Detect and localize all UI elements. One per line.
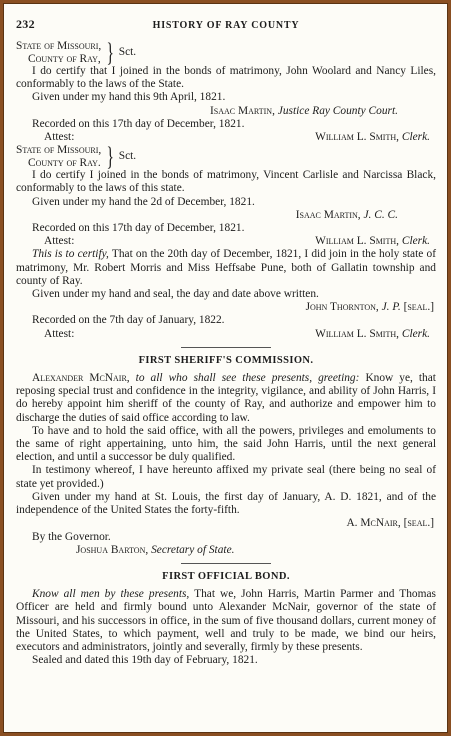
seal-mark: [seal.] bbox=[403, 517, 434, 530]
signer-line bbox=[16, 301, 436, 314]
marriage-certificate-3 bbox=[16, 248, 436, 340]
attest-line bbox=[16, 328, 436, 341]
given-line: Given under my hand this 9th April, 1821. bbox=[32, 91, 226, 104]
certificate-body bbox=[16, 248, 436, 288]
attest-line bbox=[16, 131, 436, 144]
commission-opening bbox=[16, 372, 436, 425]
attest-label: Attest: bbox=[44, 131, 75, 144]
clerk-title: Clerk. bbox=[401, 131, 430, 144]
secretary-title: Secretary of State. bbox=[151, 543, 235, 556]
certify-lead: This is to certify, bbox=[32, 248, 109, 261]
commission-heading: FIRST SHERIFF'S COMMISSION. bbox=[138, 354, 314, 366]
governor-name: Alexander McNair, bbox=[32, 372, 130, 385]
bond-text: That we, John Harris, Martin Parmer and Thomas Officer are held and firmly bound unto Alexander McNair, governor of the state of Missouri, and his successors in office, in the sum of five thousand dollars, current money of the United States, to which payment, well and truly to be made, we bind our heirs, executors and administrators, jointly and severally, firmly by these presents. bbox=[16, 588, 436, 653]
attest-label: Attest: bbox=[44, 235, 75, 248]
signer-line bbox=[16, 209, 436, 222]
signer-name: Isaac Martin, bbox=[295, 208, 361, 221]
running-title: HISTORY OF RAY COUNTY bbox=[152, 20, 300, 31]
bond-heading: FIRST OFFICIAL BOND. bbox=[162, 570, 290, 582]
brace-glyph: } bbox=[106, 141, 115, 171]
commission-p3: In testimony whereof, I have hereunto affixed my private seal (there being no seal of state yet provided.) bbox=[16, 464, 436, 490]
recorded-line: Recorded on this 17th day of December, 1821. bbox=[32, 117, 245, 130]
certificate-body: I do certify that I joined in the bonds of matrimony, John Woolard and Nancy Liles, conformably to the laws of the State. bbox=[16, 65, 436, 91]
attest-label: Attest: bbox=[44, 327, 75, 340]
seal-mark: [seal.] bbox=[403, 301, 434, 314]
signer-line bbox=[16, 105, 436, 118]
attest-line bbox=[16, 235, 436, 248]
commission-p4: Given under my hand at St. Louis, the first day of January, A. D. 1821, and of the independence of the United States the forty-fifth. bbox=[16, 490, 436, 517]
sealed-line: Sealed and dated this 19th day of February, 1821. bbox=[32, 654, 258, 667]
sct-label: Sct. bbox=[118, 45, 137, 58]
official-bond bbox=[16, 570, 436, 667]
clerk-name: William L. Smith, bbox=[315, 327, 399, 340]
commission-p1: Know ye, that reposing special trust and confidence in the integrity, vigilance, and ability of John Harris, I do hereby appoint him sheriff of the county of Ray, and authorize and empower him to discharge the duties of said office according to law. bbox=[16, 372, 436, 424]
signer-title: J. C. C. bbox=[363, 208, 398, 221]
bond-body bbox=[16, 588, 436, 654]
page-number: 232 bbox=[16, 17, 35, 31]
page-header bbox=[16, 12, 436, 40]
venue-state: State of Missouri, bbox=[16, 40, 102, 52]
signer-title: Justice Ray County Court. bbox=[277, 104, 398, 117]
signer-title: J. P. bbox=[381, 301, 401, 314]
by-governor: By the Governor. bbox=[32, 530, 111, 543]
sheriff-commission bbox=[16, 354, 436, 557]
venue-county: County of Ray, bbox=[28, 52, 101, 65]
greeting: to all who shall see these presents, greeting: bbox=[135, 372, 360, 385]
venue-state: State of Missouri, bbox=[16, 144, 102, 157]
clerk-title: Clerk. bbox=[401, 327, 430, 340]
section-divider bbox=[181, 563, 271, 564]
document-page bbox=[16, 12, 436, 667]
clerk-name: William L. Smith, bbox=[315, 235, 399, 248]
marriage-certificate-2 bbox=[16, 141, 436, 248]
certify-text: That on the 20th day of December, 1821, I did join in the holy state of matrimony, Mr. Robert Morris and Miss Heffsabe Pune, both of Gallatin township and county of Ray. bbox=[16, 248, 436, 287]
signer-name: A. McNair, bbox=[346, 517, 401, 530]
brace-glyph: } bbox=[106, 37, 115, 67]
given-line: Given under my hand and seal, the day and date above written. bbox=[32, 288, 319, 301]
clerk-title: Clerk. bbox=[401, 235, 430, 248]
commission-signer bbox=[16, 517, 436, 530]
recorded-line: Recorded on this 17th day of December, 1821. bbox=[32, 222, 245, 235]
bond-lead: Know all men by these presents, bbox=[32, 588, 190, 601]
secretary-line bbox=[16, 544, 436, 557]
marriage-certificate-1 bbox=[16, 37, 436, 144]
commission-p2: To have and to hold the said office, with all the powers, privileges and emoluments to the same of right appertaining, unto him, the said John Harris, until the next general election, and until a successor be duly qualified. bbox=[16, 424, 436, 464]
venue-county: County of Ray. bbox=[28, 156, 101, 169]
given-line: Given under my hand the 2d of December, 1821. bbox=[32, 195, 255, 208]
section-divider bbox=[181, 347, 271, 348]
page-frame bbox=[3, 3, 448, 733]
sct-label: Sct. bbox=[118, 150, 137, 163]
signer-name: Isaac Martin, bbox=[210, 104, 275, 117]
signer-name: John Thornton, bbox=[305, 301, 379, 314]
certificate-body: I do certify I joined in the bonds of matrimony, Vincent Carlisle and Narcissa Black, conformably to the laws of this state. bbox=[16, 169, 436, 195]
clerk-name: William L. Smith, bbox=[315, 131, 399, 144]
secretary-name: Joshua Barton, bbox=[76, 543, 149, 556]
venue-block bbox=[16, 141, 436, 171]
venue-block bbox=[16, 37, 436, 67]
recorded-line: Recorded on the 7th day of January, 1822. bbox=[32, 314, 225, 327]
